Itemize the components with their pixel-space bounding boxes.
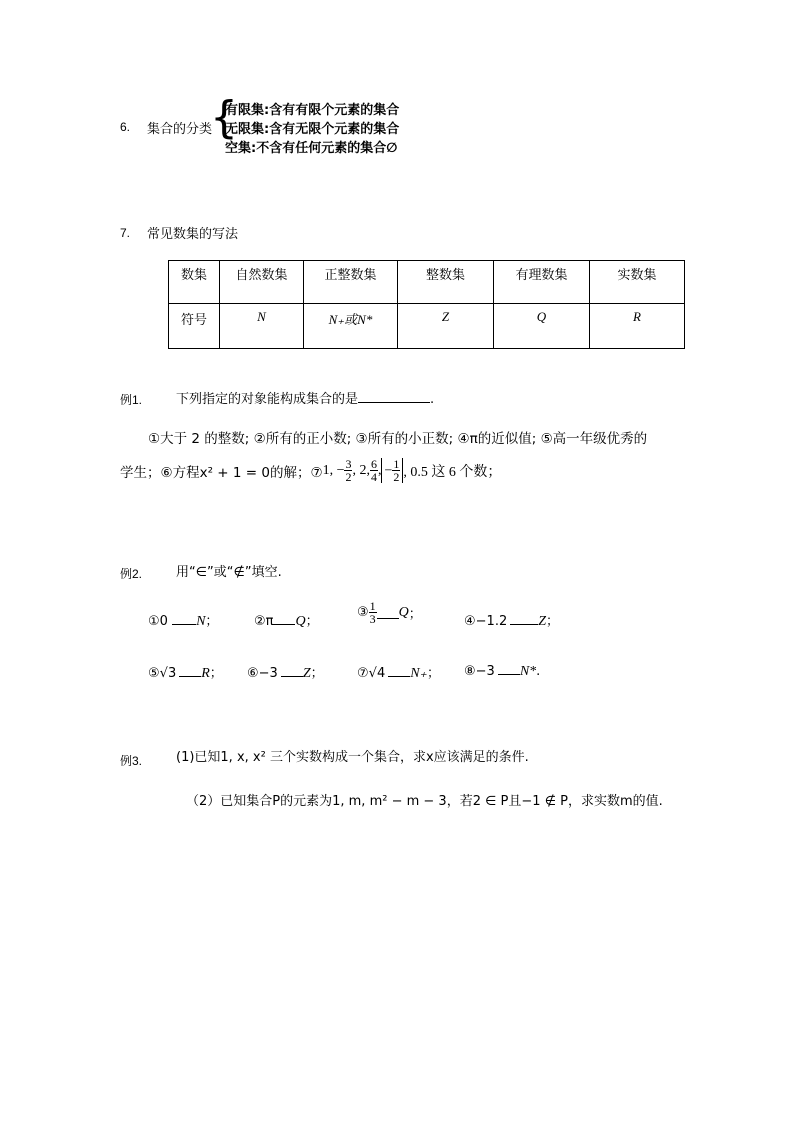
fraction: $\frac{3}{2}$: [345, 457, 352, 484]
empty-set-line: 空集:不含有任何元素的集合∅: [225, 141, 398, 156]
item7-number: 7.: [120, 226, 131, 240]
answer-blank[interactable]: [273, 612, 295, 625]
number-sets-table: [168, 260, 685, 349]
ex3-part2: （2）已知集合P的元素为1, m, m² − m − 3，若2 ∈ P且−1 ∉ P，求实数m的值.: [186, 794, 663, 809]
fraction: $\frac{1}{2}$: [393, 457, 400, 484]
ex2-item-2: ②π Q；: [254, 614, 319, 629]
fraction: $\frac{6}{4}$: [370, 457, 377, 484]
ex1-line2: 学生；⑥方程x² + 1 = 0的解；⑦ 1, − $\frac{3}{2}$ , 2, $\frac{6}{4}$ , − $\frac{1}{2}$ , 0.5 这 6 个数；: [120, 457, 502, 484]
ex2-item-4: ④−1.2 Z；: [464, 614, 560, 629]
answer-blank[interactable]: [377, 606, 399, 619]
answer-blank[interactable]: [281, 664, 303, 677]
table-row: [169, 304, 685, 349]
table-cell: 符号: [169, 304, 220, 349]
item6-number: 6.: [120, 120, 131, 134]
table-cell: 正整数集: [304, 261, 398, 304]
table-cell: Z: [398, 304, 494, 349]
ex2-item-8: ⑧−3 N*.: [464, 664, 541, 679]
table-cell: 数集: [169, 261, 220, 304]
infinite-set-line: 无限集:含有无限个元素的集合: [225, 122, 400, 137]
table-cell: R: [590, 304, 685, 349]
answer-blank[interactable]: [510, 612, 538, 625]
ex3-part1: (1)已知1, x, x² 三个实数构成一个集合，求x应该满足的条件.: [176, 750, 529, 765]
item7-label: 常见数集的写法: [147, 227, 239, 242]
ex3-label: 例3.: [120, 754, 143, 768]
left-brace: {: [210, 92, 238, 143]
ex1-line1: ①大于 2 的整数; ②所有的正小数; ③所有的小正数; ④π的近似值; ⑤高一年级优秀的: [148, 431, 648, 447]
table-row: [169, 261, 685, 304]
answer-blank[interactable]: [172, 612, 196, 625]
ex2-item-3: ③ $\frac{1}{3}$ Q ；: [357, 599, 422, 626]
ex2-question: 用“∈”或“∉”填空.: [176, 565, 282, 580]
table-cell: 整数集: [398, 261, 494, 304]
ex2-item-6: ⑥−3 Z；: [247, 666, 324, 681]
finite-set-line: 有限集:含有有限个元素的集合: [225, 103, 400, 118]
ex2-item-5: ⑤√3 R；: [148, 666, 223, 681]
answer-blank[interactable]: [498, 662, 520, 675]
ex2-item-7: ⑦√4 N₊；: [357, 666, 440, 681]
answer-blank[interactable]: [179, 664, 201, 677]
item6-label: 集合的分类: [147, 122, 213, 137]
ex2-label: 例2.: [120, 567, 143, 581]
table-cell: N₊或N*: [304, 304, 398, 349]
table-cell: Q: [494, 304, 590, 349]
table-cell: 实数集: [590, 261, 685, 304]
ex1-label: 例1.: [120, 393, 143, 407]
ex2-item-1: ①0 N；: [148, 614, 219, 629]
answer-blank[interactable]: [358, 390, 430, 403]
table-cell: 自然数集: [220, 261, 304, 304]
table-cell: N: [220, 304, 304, 349]
absolute-value: − $\frac{1}{2}$: [381, 458, 403, 483]
ex1-question: 下列指定的对象能构成集合的是 .: [176, 392, 435, 407]
answer-blank[interactable]: [388, 664, 410, 677]
fraction: $\frac{1}{3}$: [369, 599, 376, 626]
table-cell: 有理数集: [494, 261, 590, 304]
